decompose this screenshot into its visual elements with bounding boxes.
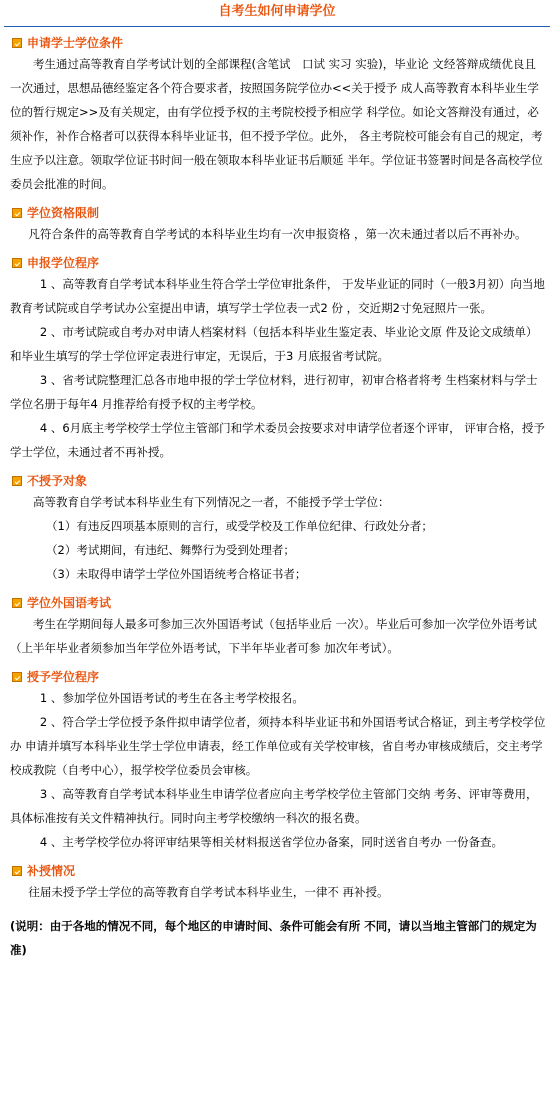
list-item: 4 、6月底主考学校学士学位主管部门和学术委员会按要求对申请学位者逐个评审， 评审合格，授予学士学位，未通过者不再补授。: [10, 421, 545, 459]
section-application-procedure: [0, 254, 554, 464]
section-header: [12, 204, 554, 222]
section-paragraph: 往届未授予学士学位的高等教育自学考试本科毕业生，一律不 再补授。: [28, 885, 389, 899]
section-title: 申报学位程序: [27, 256, 100, 270]
section-title: 不授予对象: [27, 474, 88, 488]
section-ineligible: [0, 472, 554, 586]
section-title: 申请学士学位条件: [27, 36, 124, 50]
section-title: 学位资格限制: [27, 206, 100, 220]
page-title: 自考生如何申请学位: [218, 4, 336, 19]
section-intro: 高等教育自学考试本科毕业生有下列情况之一者，不能授予学士学位：: [33, 495, 390, 509]
section-header: [12, 668, 554, 686]
list-item: 4 、主考学校学位办将评审结果等相关材料报送省学位办备案，同时送省自考办 一份备查。: [39, 835, 504, 849]
section-foreign-language-exam: [0, 594, 554, 660]
section-title: 授予学位程序: [27, 670, 100, 684]
list-item: 3 、高等教育自学考试本科毕业生申请学位者应向主考学校学位主管部门交纳 考务、评审等费用，具体标准按有关文件精神执行。同时向主考学校缴纳一科次的报名费。: [10, 787, 538, 825]
checkbox-bullet-icon: [12, 598, 22, 608]
list-item: 2 、符合学士学位授予条件拟申请学位者，须持本科毕业证书和外国语考试合格证，到主考学校学位办 申请并填写本科毕业生学士学位申请表，经工作单位或有关学校审核，省自考办审核成绩后，交主考学 校成教院（自考中心），报学校学位委员会审核。: [10, 715, 546, 777]
checkbox-bullet-icon: [12, 476, 22, 486]
section-retroactive-award: [0, 862, 554, 904]
checkbox-bullet-icon: [12, 672, 22, 682]
list-item: 2 、市考试院或自考办对申请人档案材料（包括本科毕业生鉴定表、毕业论文原 件及论文成绩单）和毕业生填写的学士学位评定表进行审定，无误后，于3 月底报省考试院。: [10, 325, 538, 363]
section-title: 补授情况: [27, 864, 76, 878]
section-header: [12, 862, 554, 880]
title-divider: [4, 26, 550, 27]
list-item: （2）考试期间，有违纪、舞弊行为受到处理者；: [46, 543, 295, 557]
footnote: (说明：由于各地的情况不同，每个地区的申请时间、条件可能会有所 不同，请以当地主管部门的规定为准): [10, 919, 537, 957]
section-paragraph: 考生通过高等教育自学考试计划的全部课程(含笔试 口试 实习 实验)，毕业论 文经答辩成绩优良且一次通过，思想品德经鉴定各个符合要求者，按照国务院学位办<<关于授予 成人高等教育本科毕业生学位的暂行规定>>及有关规定，由有学位授予权的主考院校授予相应学 科学位。如论文答辩没有通过，必须补作，补作合格者可以获得本科毕业证书，但不授予学位。此外， 各主考院校可能会有自己的规定，考生应予以注意。领取学位证书时间一般在领取本科毕业证书后顺延 半年。学位证书签署时间是各高校学位委员会批准的时间。: [10, 57, 543, 191]
checkbox-bullet-icon: [12, 866, 22, 876]
list-item: （1）有违反四项基本原则的言行，或受学校及工作单位纪律、行政处分者；: [46, 519, 433, 533]
section-paragraph: 考生在学期间每人最多可参加三次外国语考试（包括毕业后 一次）。毕业后可参加一次学位外语考试（上半年毕业者须参加当年学位外语考试，下半年毕业者可参 加次年考试）。: [10, 617, 537, 655]
section-title: 学位外国语考试: [27, 596, 112, 610]
checkbox-bullet-icon: [12, 38, 22, 48]
checkbox-bullet-icon: [12, 208, 22, 218]
list-item: 1 、高等教育自学考试本科毕业生符合学士学位审批条件， 于发毕业证的同时（一般3月初）向当地教育考试院或自学考试办公室提出申请，填写学士学位表一式2 份 ，交近期2寸免冠照片一张。: [10, 277, 545, 315]
section-header: [12, 254, 554, 272]
section-header: [12, 34, 554, 52]
list-item: （3）未取得申请学士学位外国语统考合格证书者；: [46, 567, 307, 581]
section-header: [12, 472, 554, 490]
section-eligibility-limit: [0, 204, 554, 246]
list-item: 1 、参加学位外国语考试的考生在各主考学校报名。: [39, 691, 304, 705]
list-item: 3 、省考试院整理汇总各市地申报的学士学位材料，进行初审，初审合格者将考 生档案材料与学士学位名册于每年4 月推荐给有授予权的主考学校。: [10, 373, 538, 411]
checkbox-bullet-icon: [12, 258, 22, 268]
section-header: [12, 594, 554, 612]
section-paragraph: 凡符合条件的高等教育自学考试的本科毕业生均有一次申报资格 ，第一次未通过者以后不再补办。: [28, 227, 527, 241]
section-award-procedure: [0, 668, 554, 854]
section-conditions: [0, 34, 554, 196]
